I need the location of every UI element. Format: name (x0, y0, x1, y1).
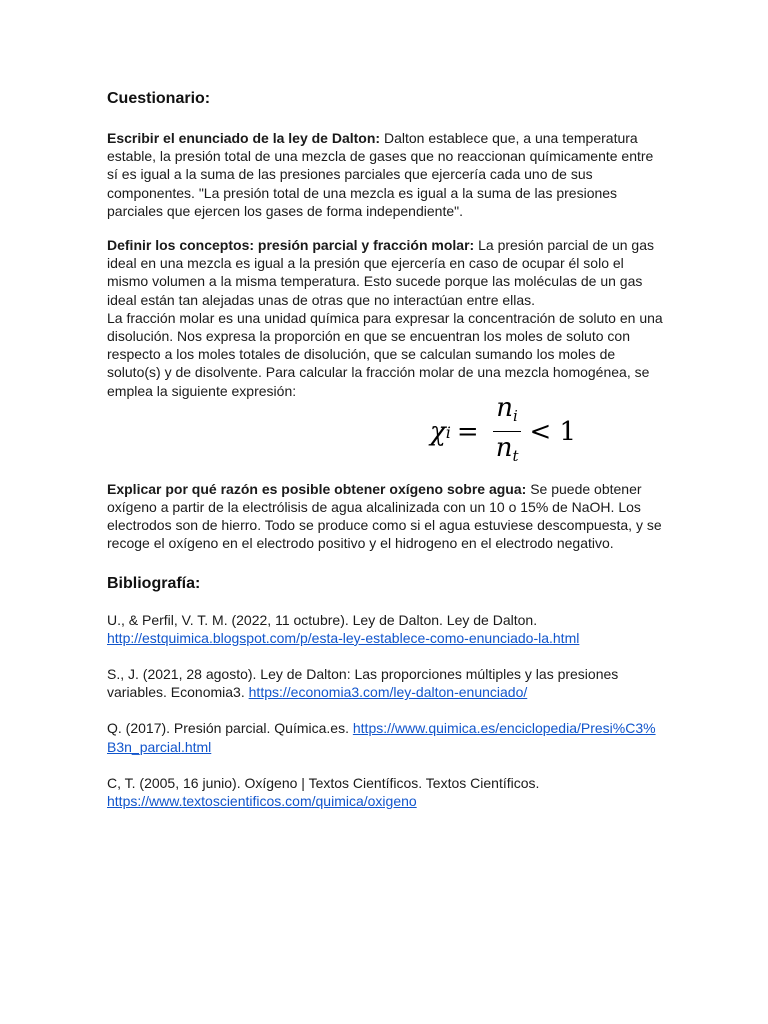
bibliography-entry-text: C, T. (2005, 16 junio). Oxígeno | Textos Científicos. Textos Científicos. (107, 774, 540, 791)
formula-numerator-subscript: i (513, 407, 518, 425)
bibliography-heading: Bibliografía: (107, 574, 201, 592)
formula-chi-subscript: i (445, 422, 451, 442)
formula-numerator (493, 394, 521, 432)
question-3-label: Explicar por qué razón es posible obtener oxígeno sobre agua: (107, 480, 527, 497)
document-content (107, 90, 663, 810)
question-1-answer: Dalton establece que, a una temperatura estable, la presión total de una mezcla de gases que no reaccionan químicamente entre sí es igual a la suma de las presiones parciales que ejercería cada uno de sus componentes. "La presión total de una mezcla es igual a la suma de las presiones parciales que ejercen los gases de forma independiente". (107, 130, 654, 219)
question-1 (107, 129, 663, 220)
formula-denominator-subscript: t (512, 447, 519, 465)
formula-equals: = (456, 417, 479, 447)
question-2-label: Definir los conceptos: presión parcial y fracción molar: (107, 237, 475, 254)
question-1-label: Escribir el enunciado de la ley de Dalton: (107, 130, 381, 146)
formula-fraction (493, 394, 522, 470)
question-3 (107, 480, 663, 553)
bibliography-entry (107, 611, 663, 647)
question-3-answer: Se puede obtener oxígeno a partir de la electrólisis de agua alcalinizada con un 10 o 15% de NaOH. Los electrodos son de hierro. Todo se produce como si el agua estuviese descompuesta, y se recoge el oxígeno en el electrodo positivo y el hidrogeno en el electrodo negativo. (107, 480, 662, 552)
bibliography-link[interactable]: https://www.textoscientificos.com/quimica/oxigeno (107, 793, 417, 810)
bibliography-entry-text: U., & Perfil, V. T. M. (2022, 11 octubre). Ley de Dalton. Ley de Dalton. (107, 611, 538, 628)
bibliography-entry (107, 719, 663, 755)
formula-denominator (493, 432, 522, 470)
bibliography-link[interactable]: http://estquimica.blogspot.com/p/esta-ley-establece-como-enunciado-la.html (107, 629, 580, 646)
bibliography-link[interactable]: https://economia3.com/ley-dalton-enunciado/ (248, 684, 528, 701)
bibliography-entry-text: S., J. (2021, 28 agosto). Ley de Dalton: Las proporciones múltiples y las presiones variables. Economia3. (107, 666, 619, 701)
bibliography-entry-text: Q. (2017). Presión parcial. Química.es. (107, 720, 353, 737)
question-2-answer-continued: La fracción molar es una unidad química para expresar la concentración de soluto en una disolución. Nos expresa la proporción en que se encuentran los moles de soluto con respecto a los moles totales de disolución, que se calculan sumando los moles de soluto(s) y de disolvente. Para calcular la fracción molar de una mezcla homogénea, se emplea la siguiente expresión: (107, 309, 663, 399)
formula-rhs: < 1 (529, 417, 577, 447)
bibliography-link[interactable]: https://www.quimica.es/enciclopedia/Presi%C3%B3n_parcial.html (107, 720, 656, 755)
bibliography-entry (107, 774, 663, 810)
question-2 (107, 236, 663, 309)
question-2-answer: La presión parcial de un gas ideal en una mezcla es igual a la presión que ejercería en caso de ocupar él solo el mismo volumen a la misma temperatura. Esto sucede porque las moléculas de un gas ideal están tan alejadas unas de otras que no interactúan entre ellas. (107, 237, 655, 308)
bibliography-entry (107, 665, 663, 701)
formula-denominator-symbol: n (495, 433, 513, 463)
mole-fraction-formula (430, 394, 576, 470)
formula-numerator-symbol: n (496, 393, 514, 423)
formula-chi: χ (430, 417, 446, 447)
questionnaire-heading: Cuestionario: (107, 90, 211, 107)
